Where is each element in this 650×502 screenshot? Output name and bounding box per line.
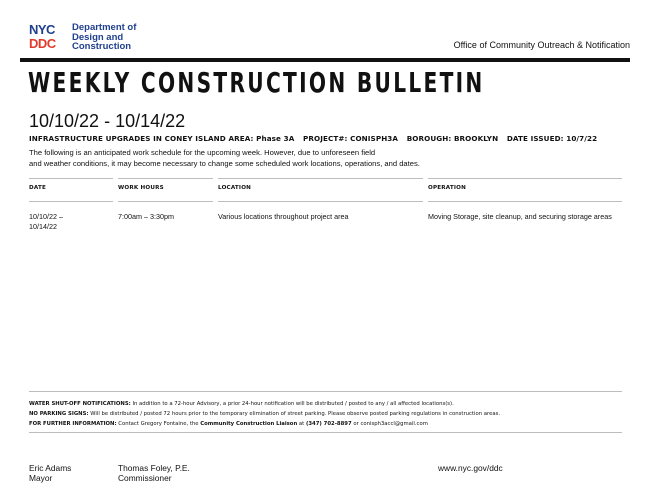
ddc-website-link[interactable]: www.nyc.gov/ddc: [438, 463, 503, 473]
header-divider: [20, 58, 630, 62]
notes-top-divider: [29, 391, 622, 392]
intro-line-1: The following is an anticipated work schedule for the upcoming week. However, due to unforeseen field: [29, 148, 376, 157]
project-meta: [29, 134, 603, 143]
further-info-text-2: at: [298, 421, 305, 427]
project-borough: BOROUGH: BROOKLYN: [406, 134, 499, 143]
date-issued: DATE ISSUED: 10/7/22: [506, 134, 598, 143]
water-shutoff-text: In addition to a 72-hour Advisory, a prior 24-hour notification will be distributed / posted to any / all affected locations(s).: [132, 401, 454, 407]
commissioner-title: Commissioner: [118, 473, 172, 483]
further-info-label: FOR FURTHER INFORMATION:: [29, 421, 117, 427]
header-date: DATE: [29, 185, 46, 191]
header-operation: OPERATION: [428, 185, 467, 191]
col-rule-operation-top: [428, 178, 622, 179]
logo-agency-name: [72, 23, 136, 52]
commissioner-signature: [118, 463, 190, 483]
col-rule-hours-bottom: [118, 201, 213, 202]
commissioner-name: Thomas Foley, P.E.: [118, 463, 190, 473]
col-rule-location-top: [218, 178, 423, 179]
row-location: Various locations throughout project area: [218, 212, 349, 221]
intro-line-2: and weather conditions, it may become necessary to change some scheduled work locations, operations, and dates.: [29, 159, 420, 168]
ddc-logo: [29, 21, 139, 51]
liaison-phone: (347) 702-8897: [305, 421, 352, 427]
col-rule-hours-top: [118, 178, 213, 179]
liaison-role: Community Construction Liaison: [200, 421, 298, 427]
office-name: Office of Community Outreach & Notification: [453, 40, 630, 50]
header-work-hours: WORK HOURS: [118, 185, 164, 191]
liaison-email: or conisph3accl@gmail.com: [353, 421, 428, 427]
no-parking-notice: [29, 409, 629, 419]
logo-line-1: Department of: [72, 22, 137, 33]
row-date: [29, 212, 63, 232]
mayor-name: Eric Adams: [29, 463, 72, 473]
further-info-notice: [29, 419, 629, 429]
col-rule-date-bottom: [29, 201, 113, 202]
logo-line-3: Construction: [72, 41, 132, 52]
nyc-ddc-logo-mark: [29, 22, 69, 50]
svg-text:DDC: DDC: [29, 36, 56, 50]
water-shutoff-notice: [29, 399, 629, 409]
svg-text:NYC: NYC: [29, 22, 55, 37]
logo-line-2: Design and: [72, 31, 124, 43]
mayor-title: Mayor: [29, 473, 53, 483]
bulletin-title: WEEKLY CONSTRUCTION BULLETIN: [28, 66, 485, 99]
col-rule-date-top: [29, 178, 113, 179]
water-shutoff-label: WATER SHUT-OFF NOTIFICATIONS:: [29, 401, 131, 407]
project-area: INFRASTRUCTURE UPGRADES IN CONEY ISLAND AREA: Phase 3A: [29, 134, 295, 143]
further-info-text-1: Contact Gregory Fontaine, the: [118, 421, 199, 427]
row-date-end: 10/14/22: [29, 222, 57, 231]
mayor-signature: [29, 463, 71, 483]
header-location: LOCATION: [218, 185, 252, 191]
row-work-hours: 7:00am – 3:30pm: [118, 212, 174, 221]
no-parking-label: NO PARKING SIGNS:: [29, 411, 89, 417]
notes-bottom-divider: [29, 432, 622, 433]
bulletin-date-range: 10/10/22 - 10/14/22: [29, 111, 186, 131]
row-date-start: 10/10/22 –: [29, 212, 63, 221]
row-operation: Moving Storage, site cleanup, and securing storage areas: [428, 212, 612, 221]
project-number: PROJECT#: CONISPH3A: [303, 134, 399, 143]
intro-paragraph: [29, 147, 589, 169]
col-rule-location-bottom: [218, 201, 423, 202]
col-rule-operation-bottom: [428, 201, 622, 202]
notices: [29, 399, 629, 429]
no-parking-text: Will be distributed / posted 72 hours prior to the temporary elimination of street parking. Please observe posted parking regulations in construction areas.: [90, 411, 501, 417]
